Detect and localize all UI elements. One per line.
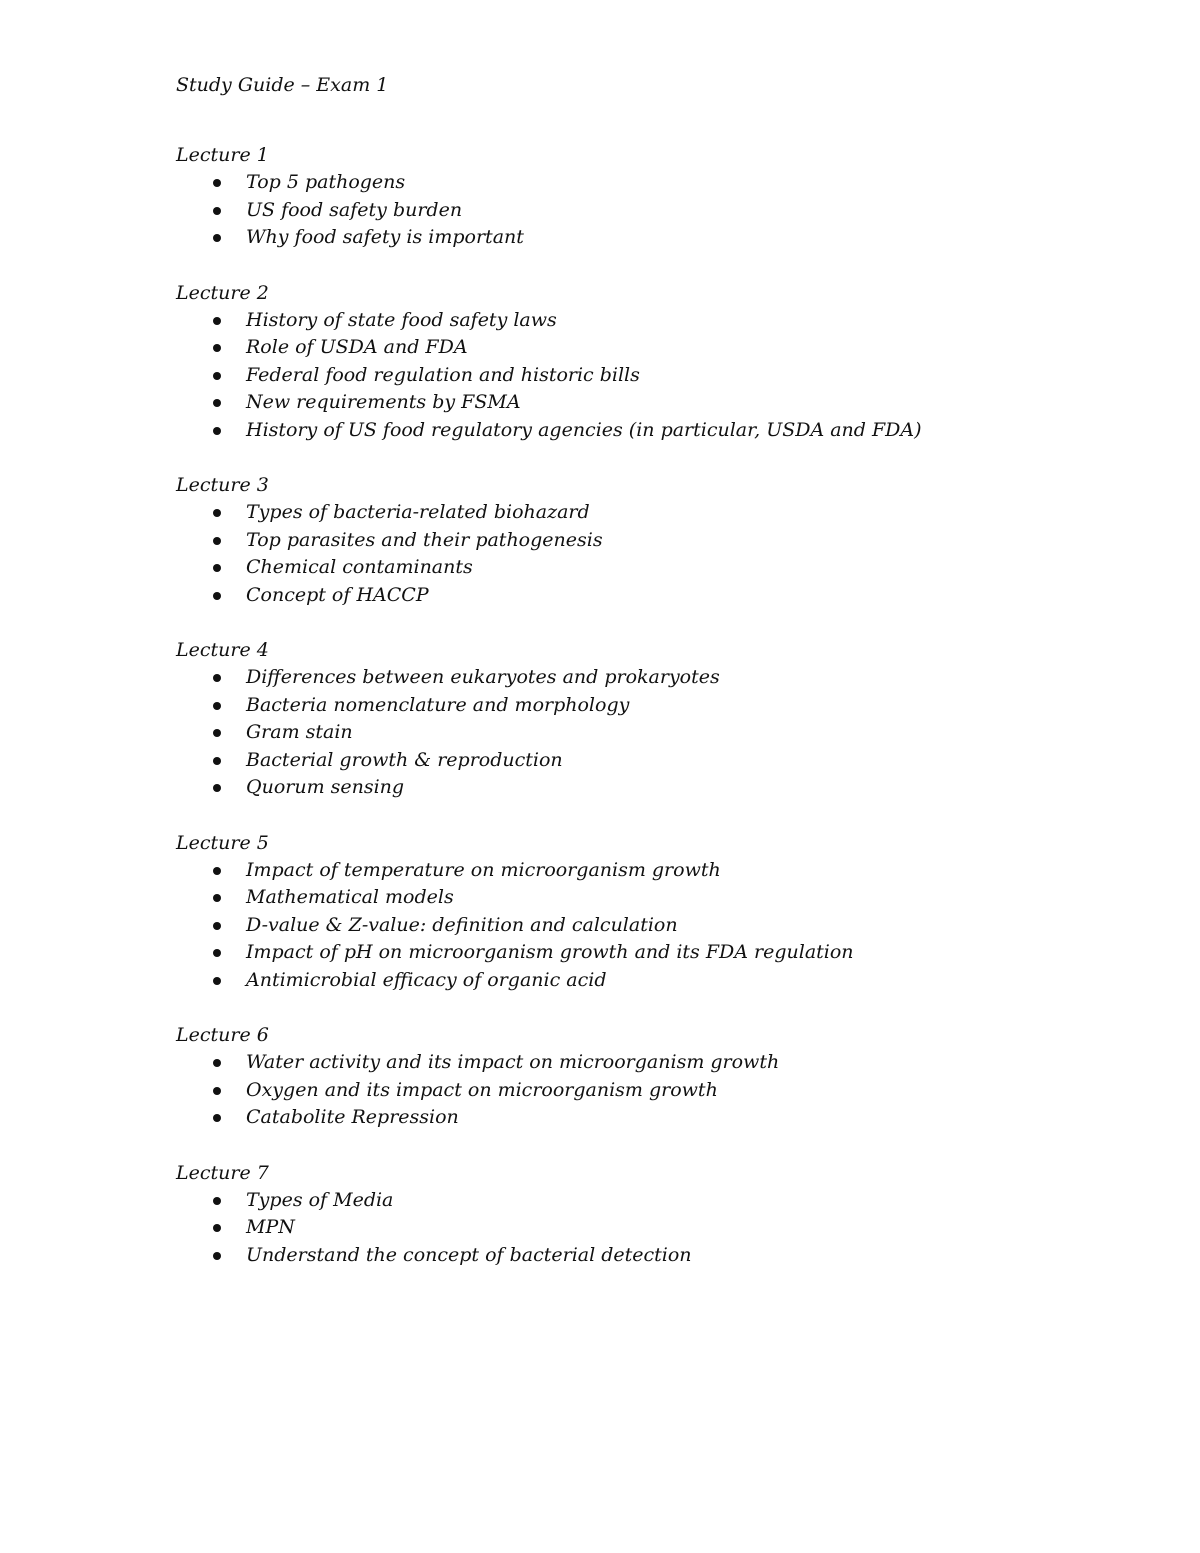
- topic-text: Gram stain: [246, 721, 353, 743]
- bullet-icon: [213, 729, 221, 737]
- topic-item: [176, 1049, 1136, 1077]
- topic-text: Federal food regulation and historic bills: [246, 363, 640, 386]
- bullet-icon: [213, 372, 221, 380]
- bullet-icon: [213, 894, 221, 902]
- topic-list: [176, 1049, 1136, 1132]
- bullet-icon: [213, 564, 221, 572]
- topic-item: [176, 527, 1136, 555]
- bullet-icon: [213, 344, 221, 352]
- lecture-section: [176, 1160, 1136, 1270]
- topic-text: New requirements by FSMA: [246, 391, 521, 413]
- topic-text: History of state food safety laws: [246, 308, 557, 331]
- topic-text: Oxygen and its impact on microorganism growth: [246, 1078, 718, 1101]
- topic-text: US food safety burden: [246, 198, 463, 221]
- bullet-icon: [213, 702, 221, 710]
- bullet-icon: [213, 949, 221, 957]
- lecture-heading: Lecture 6: [176, 1024, 269, 1046]
- bullet-icon: [213, 784, 221, 792]
- document-title: Study Guide – Exam 1: [176, 74, 389, 96]
- bullet-icon: [213, 207, 221, 215]
- topic-text: Top parasites and their pathogenesis: [246, 528, 603, 551]
- topic-text: History of US food regulatory agencies (in particular, USDA and FDA): [246, 418, 922, 441]
- topic-item: [176, 197, 1136, 225]
- bullet-icon: [213, 509, 221, 517]
- bullet-icon: [213, 1197, 221, 1205]
- topic-item: [176, 1214, 1136, 1242]
- lecture-heading: Lecture 5: [176, 831, 269, 854]
- topic-item: [176, 912, 1136, 940]
- topic-text: D-value & Z-value: definition and calculation: [246, 913, 678, 936]
- topic-item: [176, 692, 1136, 720]
- topic-item: [176, 939, 1136, 967]
- topic-item: [176, 719, 1136, 747]
- lecture-sections: [176, 142, 1136, 1269]
- topic-item: [176, 334, 1136, 362]
- lecture-section: [176, 830, 1136, 995]
- topic-item: [176, 747, 1136, 775]
- topic-item: [176, 1187, 1136, 1215]
- topic-text: Top 5 pathogens: [246, 171, 406, 193]
- topic-item: [176, 1242, 1136, 1270]
- lecture-heading: Lecture 3: [176, 474, 269, 496]
- topic-text: Concept of HACCP: [246, 583, 429, 606]
- topic-text: Water activity and its impact on microorganism growth: [246, 1051, 780, 1073]
- bullet-icon: [213, 179, 221, 187]
- topic-item: [176, 307, 1136, 335]
- topic-list: [176, 664, 1136, 802]
- topic-item: [176, 967, 1136, 995]
- topic-text: Types of bacteria-related biohazard: [246, 501, 590, 523]
- topic-item: [176, 664, 1136, 692]
- topic-item: [176, 774, 1136, 802]
- topic-list: [176, 307, 1136, 445]
- bullet-icon: [213, 757, 221, 765]
- topic-list: [176, 169, 1136, 252]
- topic-item: [176, 389, 1136, 417]
- topic-item: [176, 554, 1136, 582]
- bullet-icon: [213, 1087, 221, 1095]
- lecture-heading: Lecture 1: [176, 144, 269, 166]
- lecture-heading: Lecture 4: [176, 639, 269, 661]
- lecture-section: [176, 280, 1136, 445]
- lecture-heading: Lecture 2: [176, 281, 269, 304]
- bullet-icon: [213, 922, 221, 930]
- topic-item: [176, 362, 1136, 390]
- topic-item: [176, 1077, 1136, 1105]
- bullet-icon: [213, 537, 221, 545]
- bullet-icon: [213, 674, 221, 682]
- topic-text: Bacterial growth & reproduction: [246, 748, 563, 771]
- lecture-section: [176, 637, 1136, 802]
- topic-text: Antimicrobial efficacy of organic acid: [246, 968, 607, 991]
- bullet-icon: [213, 234, 221, 242]
- bullet-icon: [213, 1252, 221, 1260]
- topic-list: [176, 857, 1136, 995]
- topic-text: Impact of pH on microorganism growth and its FDA regulation: [246, 941, 854, 963]
- lecture-section: [176, 1022, 1136, 1132]
- topic-text: Quorum sensing: [246, 776, 405, 798]
- topic-item: [176, 1104, 1136, 1132]
- bullet-icon: [213, 1224, 221, 1232]
- topic-item: [176, 169, 1136, 197]
- topic-text: Bacteria nomenclature and morphology: [246, 693, 630, 716]
- topic-text: Differences between eukaryotes and prokaryotes: [246, 666, 720, 688]
- topic-text: Why food safety is important: [246, 226, 524, 248]
- topic-text: Impact of temperature on microorganism growth: [246, 858, 721, 881]
- topic-text: Mathematical models: [246, 886, 454, 908]
- topic-text: MPN: [246, 1216, 295, 1238]
- topic-item: [176, 499, 1136, 527]
- topic-text: Chemical contaminants: [246, 556, 473, 578]
- topic-item: [176, 582, 1136, 610]
- bullet-icon: [213, 1059, 221, 1067]
- topic-text: Understand the concept of bacterial detection: [246, 1243, 692, 1266]
- lecture-heading: Lecture 7: [176, 1161, 269, 1184]
- document-page: [176, 72, 1136, 1297]
- bullet-icon: [213, 427, 221, 435]
- topic-item: [176, 884, 1136, 912]
- lecture-section: [176, 142, 1136, 252]
- topic-item: [176, 224, 1136, 252]
- topic-list: [176, 1187, 1136, 1270]
- bullet-icon: [213, 1114, 221, 1122]
- topic-item: [176, 417, 1136, 445]
- bullet-icon: [213, 977, 221, 985]
- bullet-icon: [213, 592, 221, 600]
- topic-list: [176, 499, 1136, 609]
- bullet-icon: [213, 317, 221, 325]
- topic-text: Types of Media: [246, 1188, 394, 1211]
- lecture-section: [176, 472, 1136, 609]
- topic-text: Catabolite Repression: [246, 1106, 459, 1128]
- topic-item: [176, 857, 1136, 885]
- bullet-icon: [213, 867, 221, 875]
- bullet-icon: [213, 399, 221, 407]
- topic-text: Role of USDA and FDA: [246, 336, 468, 358]
